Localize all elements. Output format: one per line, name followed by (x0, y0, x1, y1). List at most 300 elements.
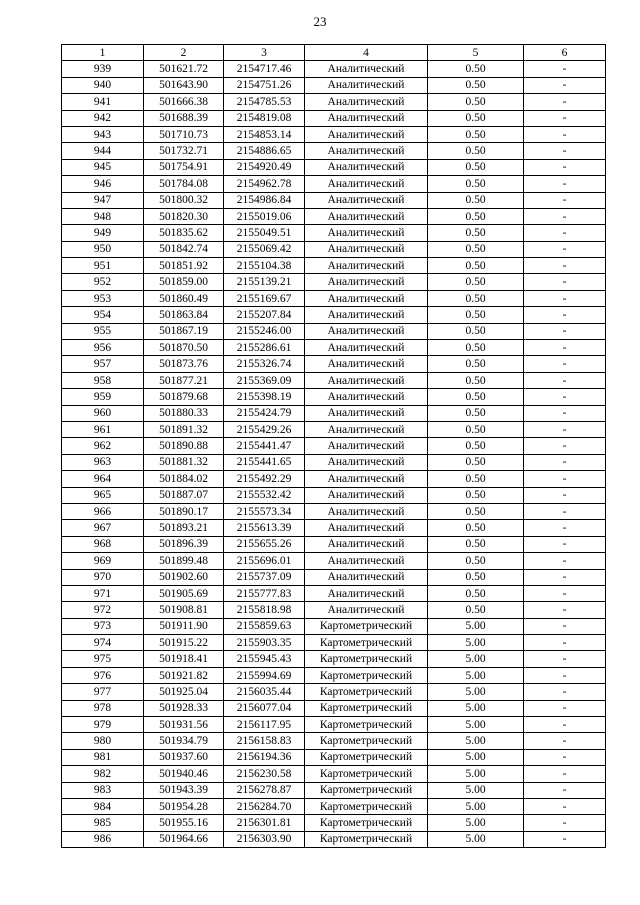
y-coordinate-cell: 2155994.69 (224, 667, 305, 683)
point-number-cell: 978 (62, 700, 144, 716)
table-row (62, 454, 606, 470)
y-coordinate-cell: 2155069.42 (224, 241, 305, 257)
method-cell: Аналитический (305, 290, 428, 306)
method-cell: Аналитический (305, 176, 428, 192)
method-cell: Аналитический (305, 159, 428, 175)
accuracy-cell: 5.00 (428, 782, 524, 798)
note-cell: - (524, 258, 606, 274)
y-coordinate-cell: 2155492.29 (224, 471, 305, 487)
table-row (62, 421, 606, 437)
point-number-cell: 972 (62, 602, 144, 618)
x-coordinate-cell: 501835.62 (144, 225, 224, 241)
table-row (62, 192, 606, 208)
accuracy-cell: 0.50 (428, 372, 524, 388)
accuracy-cell: 0.50 (428, 405, 524, 421)
table-row (62, 389, 606, 405)
y-coordinate-cell: 2155019.06 (224, 208, 305, 224)
accuracy-cell: 0.50 (428, 176, 524, 192)
note-cell: - (524, 110, 606, 126)
accuracy-cell: 0.50 (428, 241, 524, 257)
note-cell: - (524, 684, 606, 700)
note-cell: - (524, 749, 606, 765)
note-cell: - (524, 126, 606, 142)
point-number-cell: 943 (62, 126, 144, 142)
accuracy-cell: 0.50 (428, 471, 524, 487)
note-cell: - (524, 700, 606, 716)
accuracy-cell: 0.50 (428, 569, 524, 585)
y-coordinate-cell: 2155777.83 (224, 585, 305, 601)
note-cell: - (524, 503, 606, 519)
y-coordinate-cell: 2156278.87 (224, 782, 305, 798)
accuracy-cell: 0.50 (428, 356, 524, 372)
column-header-6: 6 (524, 45, 606, 61)
method-cell: Картометрический (305, 667, 428, 683)
y-coordinate-cell: 2154785.53 (224, 94, 305, 110)
table-row (62, 372, 606, 388)
table-row (62, 323, 606, 339)
x-coordinate-cell: 501842.74 (144, 241, 224, 257)
method-cell: Аналитический (305, 94, 428, 110)
x-coordinate-cell: 501754.91 (144, 159, 224, 175)
table-row (62, 585, 606, 601)
method-cell: Аналитический (305, 405, 428, 421)
point-number-cell: 948 (62, 208, 144, 224)
note-cell: - (524, 487, 606, 503)
point-number-cell: 940 (62, 77, 144, 93)
y-coordinate-cell: 2154962.78 (224, 176, 305, 192)
note-cell: - (524, 733, 606, 749)
method-cell: Аналитический (305, 421, 428, 437)
table-row (62, 766, 606, 782)
table-row (62, 651, 606, 667)
point-number-cell: 985 (62, 815, 144, 831)
point-number-cell: 981 (62, 749, 144, 765)
accuracy-cell: 0.50 (428, 553, 524, 569)
note-cell: - (524, 290, 606, 306)
accuracy-cell: 0.50 (428, 585, 524, 601)
point-number-cell: 955 (62, 323, 144, 339)
table-row (62, 749, 606, 765)
point-number-cell: 942 (62, 110, 144, 126)
y-coordinate-cell: 2154886.65 (224, 143, 305, 159)
accuracy-cell: 0.50 (428, 225, 524, 241)
table-row (62, 241, 606, 257)
method-cell: Аналитический (305, 340, 428, 356)
point-number-cell: 941 (62, 94, 144, 110)
x-coordinate-cell: 501732.71 (144, 143, 224, 159)
x-coordinate-cell: 501940.46 (144, 766, 224, 782)
x-coordinate-cell: 501881.32 (144, 454, 224, 470)
x-coordinate-cell: 501643.90 (144, 77, 224, 93)
method-cell: Картометрический (305, 684, 428, 700)
x-coordinate-cell: 501905.69 (144, 585, 224, 601)
note-cell: - (524, 815, 606, 831)
table-row (62, 159, 606, 175)
accuracy-cell: 0.50 (428, 602, 524, 618)
point-number-cell: 979 (62, 717, 144, 733)
table-row (62, 667, 606, 683)
method-cell: Аналитический (305, 110, 428, 126)
y-coordinate-cell: 2155169.67 (224, 290, 305, 306)
table-row (62, 635, 606, 651)
y-coordinate-cell: 2156301.81 (224, 815, 305, 831)
accuracy-cell: 0.50 (428, 61, 524, 77)
note-cell: - (524, 192, 606, 208)
accuracy-cell: 0.50 (428, 126, 524, 142)
point-number-cell: 967 (62, 520, 144, 536)
header-row (62, 45, 606, 61)
x-coordinate-cell: 501937.60 (144, 749, 224, 765)
table-row (62, 733, 606, 749)
note-cell: - (524, 717, 606, 733)
note-cell: - (524, 159, 606, 175)
x-coordinate-cell: 501899.48 (144, 553, 224, 569)
x-coordinate-cell: 501890.17 (144, 503, 224, 519)
method-cell: Аналитический (305, 126, 428, 142)
table-row (62, 831, 606, 847)
table-body (62, 61, 606, 848)
note-cell: - (524, 553, 606, 569)
point-number-cell: 969 (62, 553, 144, 569)
method-cell: Аналитический (305, 553, 428, 569)
point-number-cell: 961 (62, 421, 144, 437)
x-coordinate-cell: 501911.90 (144, 618, 224, 634)
table-row (62, 618, 606, 634)
point-number-cell: 966 (62, 503, 144, 519)
table-row (62, 176, 606, 192)
x-coordinate-cell: 501896.39 (144, 536, 224, 552)
y-coordinate-cell: 2155139.21 (224, 274, 305, 290)
y-coordinate-cell: 2155818.98 (224, 602, 305, 618)
method-cell: Картометрический (305, 815, 428, 831)
table-row (62, 602, 606, 618)
point-number-cell: 980 (62, 733, 144, 749)
y-coordinate-cell: 2154717.46 (224, 61, 305, 77)
point-number-cell: 959 (62, 389, 144, 405)
x-coordinate-cell: 501851.92 (144, 258, 224, 274)
note-cell: - (524, 454, 606, 470)
note-cell: - (524, 94, 606, 110)
method-cell: Картометрический (305, 733, 428, 749)
x-coordinate-cell: 501908.81 (144, 602, 224, 618)
accuracy-cell: 0.50 (428, 208, 524, 224)
y-coordinate-cell: 2155246.00 (224, 323, 305, 339)
note-cell: - (524, 372, 606, 388)
point-number-cell: 968 (62, 536, 144, 552)
x-coordinate-cell: 501710.73 (144, 126, 224, 142)
point-number-cell: 984 (62, 798, 144, 814)
table-row (62, 684, 606, 700)
method-cell: Картометрический (305, 717, 428, 733)
y-coordinate-cell: 2155049.51 (224, 225, 305, 241)
accuracy-cell: 0.50 (428, 290, 524, 306)
note-cell: - (524, 421, 606, 437)
accuracy-cell: 5.00 (428, 831, 524, 847)
y-coordinate-cell: 2156230.58 (224, 766, 305, 782)
point-number-cell: 982 (62, 766, 144, 782)
point-number-cell: 956 (62, 340, 144, 356)
method-cell: Аналитический (305, 471, 428, 487)
point-number-cell: 976 (62, 667, 144, 683)
x-coordinate-cell: 501863.84 (144, 307, 224, 323)
note-cell: - (524, 176, 606, 192)
x-coordinate-cell: 501860.49 (144, 290, 224, 306)
accuracy-cell: 5.00 (428, 717, 524, 733)
x-coordinate-cell: 501925.04 (144, 684, 224, 700)
point-number-cell: 958 (62, 372, 144, 388)
note-cell: - (524, 77, 606, 93)
accuracy-cell: 0.50 (428, 536, 524, 552)
y-coordinate-cell: 2155207.84 (224, 307, 305, 323)
note-cell: - (524, 208, 606, 224)
method-cell: Аналитический (305, 569, 428, 585)
point-number-cell: 957 (62, 356, 144, 372)
column-header-5: 5 (428, 45, 524, 61)
accuracy-cell: 5.00 (428, 766, 524, 782)
table-row (62, 94, 606, 110)
table-row (62, 61, 606, 77)
accuracy-cell: 5.00 (428, 618, 524, 634)
note-cell: - (524, 569, 606, 585)
y-coordinate-cell: 2155104.38 (224, 258, 305, 274)
point-number-cell: 945 (62, 159, 144, 175)
note-cell: - (524, 536, 606, 552)
table-row (62, 340, 606, 356)
x-coordinate-cell: 501934.79 (144, 733, 224, 749)
page-number: 23 (313, 14, 327, 29)
note-cell: - (524, 405, 606, 421)
y-coordinate-cell: 2156158.83 (224, 733, 305, 749)
y-coordinate-cell: 2155326.74 (224, 356, 305, 372)
method-cell: Картометрический (305, 700, 428, 716)
note-cell: - (524, 766, 606, 782)
y-coordinate-cell: 2154819.08 (224, 110, 305, 126)
note-cell: - (524, 323, 606, 339)
point-number-cell: 973 (62, 618, 144, 634)
y-coordinate-cell: 2156284.70 (224, 798, 305, 814)
accuracy-cell: 0.50 (428, 159, 524, 175)
y-coordinate-cell: 2155398.19 (224, 389, 305, 405)
accuracy-cell: 0.50 (428, 307, 524, 323)
x-coordinate-cell: 501893.21 (144, 520, 224, 536)
y-coordinate-cell: 2156117.95 (224, 717, 305, 733)
note-cell: - (524, 831, 606, 847)
method-cell: Аналитический (305, 602, 428, 618)
note-cell: - (524, 651, 606, 667)
point-number-cell: 950 (62, 241, 144, 257)
y-coordinate-cell: 2156035.44 (224, 684, 305, 700)
x-coordinate-cell: 501859.00 (144, 274, 224, 290)
y-coordinate-cell: 2156194.36 (224, 749, 305, 765)
x-coordinate-cell: 501887.07 (144, 487, 224, 503)
accuracy-cell: 0.50 (428, 192, 524, 208)
accuracy-cell: 5.00 (428, 635, 524, 651)
accuracy-cell: 0.50 (428, 421, 524, 437)
accuracy-cell: 0.50 (428, 389, 524, 405)
method-cell: Аналитический (305, 438, 428, 454)
note-cell: - (524, 602, 606, 618)
method-cell: Аналитический (305, 208, 428, 224)
note-cell: - (524, 143, 606, 159)
method-cell: Аналитический (305, 323, 428, 339)
point-number-cell: 944 (62, 143, 144, 159)
method-cell: Картометрический (305, 798, 428, 814)
note-cell: - (524, 520, 606, 536)
point-number-cell: 954 (62, 307, 144, 323)
note-cell: - (524, 340, 606, 356)
accuracy-cell: 0.50 (428, 340, 524, 356)
method-cell: Аналитический (305, 520, 428, 536)
method-cell: Аналитический (305, 356, 428, 372)
accuracy-cell: 0.50 (428, 143, 524, 159)
method-cell: Аналитический (305, 585, 428, 601)
table-row (62, 307, 606, 323)
method-cell: Аналитический (305, 61, 428, 77)
y-coordinate-cell: 2155655.26 (224, 536, 305, 552)
method-cell: Аналитический (305, 389, 428, 405)
y-coordinate-cell: 2154853.14 (224, 126, 305, 142)
x-coordinate-cell: 501964.66 (144, 831, 224, 847)
accuracy-cell: 5.00 (428, 651, 524, 667)
column-header-2: 2 (144, 45, 224, 61)
note-cell: - (524, 61, 606, 77)
table-row (62, 520, 606, 536)
note-cell: - (524, 356, 606, 372)
accuracy-cell: 0.50 (428, 77, 524, 93)
point-number-cell: 953 (62, 290, 144, 306)
x-coordinate-cell: 501891.32 (144, 421, 224, 437)
column-header-4: 4 (305, 45, 428, 61)
method-cell: Аналитический (305, 258, 428, 274)
note-cell: - (524, 225, 606, 241)
note-cell: - (524, 585, 606, 601)
method-cell: Аналитический (305, 225, 428, 241)
y-coordinate-cell: 2155696.01 (224, 553, 305, 569)
method-cell: Аналитический (305, 487, 428, 503)
accuracy-cell: 5.00 (428, 815, 524, 831)
x-coordinate-cell: 501820.30 (144, 208, 224, 224)
accuracy-cell: 0.50 (428, 487, 524, 503)
accuracy-cell: 0.50 (428, 323, 524, 339)
x-coordinate-cell: 501879.68 (144, 389, 224, 405)
method-cell: Аналитический (305, 372, 428, 388)
table-row (62, 225, 606, 241)
x-coordinate-cell: 501621.72 (144, 61, 224, 77)
x-coordinate-cell: 501955.16 (144, 815, 224, 831)
y-coordinate-cell: 2155737.09 (224, 569, 305, 585)
table-header (62, 45, 606, 61)
x-coordinate-cell: 501928.33 (144, 700, 224, 716)
x-coordinate-cell: 501867.19 (144, 323, 224, 339)
table-row (62, 274, 606, 290)
x-coordinate-cell: 501688.39 (144, 110, 224, 126)
x-coordinate-cell: 501921.82 (144, 667, 224, 683)
note-cell: - (524, 618, 606, 634)
y-coordinate-cell: 2155441.65 (224, 454, 305, 470)
accuracy-cell: 5.00 (428, 684, 524, 700)
accuracy-cell: 0.50 (428, 94, 524, 110)
method-cell: Аналитический (305, 536, 428, 552)
x-coordinate-cell: 501890.88 (144, 438, 224, 454)
y-coordinate-cell: 2156077.04 (224, 700, 305, 716)
point-number-cell: 947 (62, 192, 144, 208)
point-number-cell: 939 (62, 61, 144, 77)
table-row (62, 77, 606, 93)
x-coordinate-cell: 501884.02 (144, 471, 224, 487)
point-number-cell: 962 (62, 438, 144, 454)
x-coordinate-cell: 501880.33 (144, 405, 224, 421)
table-row (62, 471, 606, 487)
table-row (62, 700, 606, 716)
note-cell: - (524, 438, 606, 454)
table-row (62, 356, 606, 372)
method-cell: Аналитический (305, 503, 428, 519)
point-number-cell: 952 (62, 274, 144, 290)
point-number-cell: 983 (62, 782, 144, 798)
x-coordinate-cell: 501873.76 (144, 356, 224, 372)
accuracy-cell: 0.50 (428, 110, 524, 126)
x-coordinate-cell: 501870.50 (144, 340, 224, 356)
table-row (62, 782, 606, 798)
x-coordinate-cell: 501877.21 (144, 372, 224, 388)
y-coordinate-cell: 2155441.47 (224, 438, 305, 454)
point-number-cell: 960 (62, 405, 144, 421)
method-cell: Картометрический (305, 618, 428, 634)
y-coordinate-cell: 2154986.84 (224, 192, 305, 208)
x-coordinate-cell: 501918.41 (144, 651, 224, 667)
table-row (62, 815, 606, 831)
y-coordinate-cell: 2155369.09 (224, 372, 305, 388)
table-row (62, 290, 606, 306)
point-number-cell: 986 (62, 831, 144, 847)
point-number-cell: 970 (62, 569, 144, 585)
note-cell: - (524, 635, 606, 651)
x-coordinate-cell: 501784.08 (144, 176, 224, 192)
note-cell: - (524, 471, 606, 487)
point-number-cell: 963 (62, 454, 144, 470)
y-coordinate-cell: 2154751.26 (224, 77, 305, 93)
point-number-cell: 977 (62, 684, 144, 700)
table-row (62, 405, 606, 421)
note-cell: - (524, 798, 606, 814)
y-coordinate-cell: 2155903.35 (224, 635, 305, 651)
note-cell: - (524, 307, 606, 323)
table-row (62, 438, 606, 454)
x-coordinate-cell: 501800.32 (144, 192, 224, 208)
column-header-1: 1 (62, 45, 144, 61)
point-number-cell: 951 (62, 258, 144, 274)
accuracy-cell: 0.50 (428, 438, 524, 454)
coordinates-table (61, 44, 606, 848)
method-cell: Картометрический (305, 766, 428, 782)
note-cell: - (524, 274, 606, 290)
y-coordinate-cell: 2154920.49 (224, 159, 305, 175)
y-coordinate-cell: 2155859.63 (224, 618, 305, 634)
method-cell: Аналитический (305, 454, 428, 470)
point-number-cell: 946 (62, 176, 144, 192)
y-coordinate-cell: 2156303.90 (224, 831, 305, 847)
accuracy-cell: 5.00 (428, 700, 524, 716)
method-cell: Картометрический (305, 651, 428, 667)
method-cell: Аналитический (305, 241, 428, 257)
y-coordinate-cell: 2155613.39 (224, 520, 305, 536)
method-cell: Аналитический (305, 143, 428, 159)
y-coordinate-cell: 2155429.26 (224, 421, 305, 437)
table-row (62, 536, 606, 552)
note-cell: - (524, 667, 606, 683)
point-number-cell: 949 (62, 225, 144, 241)
method-cell: Картометрический (305, 635, 428, 651)
